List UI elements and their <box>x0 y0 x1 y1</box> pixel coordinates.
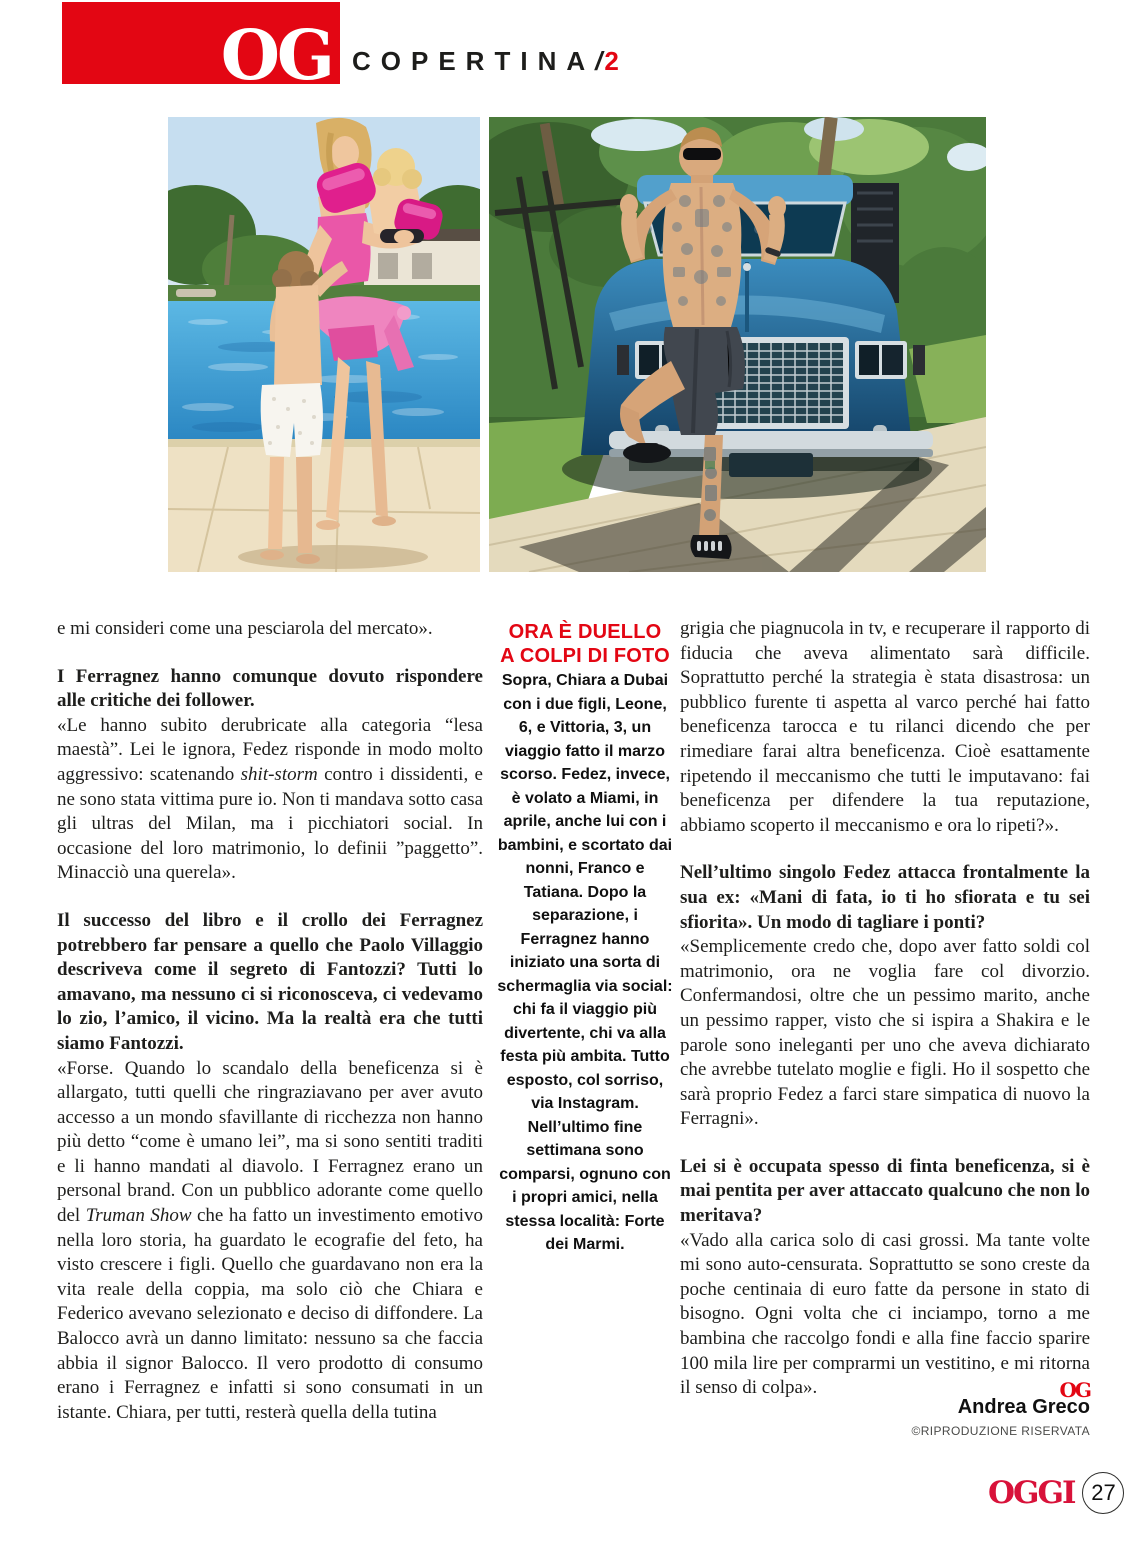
oggi-logo: OGGI <box>988 1474 1075 1511</box>
interview-question: I Ferragnez hanno comunque dovuto rispondere alle critiche dei follower. <box>57 665 483 712</box>
caption-body: Sopra, Chiara a Dubai con i due figli, Leone, 6, e Vittoria, 3, un viaggio fatto il marzo scorso. Fedez, invece, è volato a Miami, in aprile, anche lui con i bambini, e scortato dai nonni, Franco e Tatiana. Dopo la separazione, i Ferragnez hanno iniziato una sorta di schermaglia via social: chi fa il viaggio più divertente, chi va alla festa più ambita. Tutto esposto, col sorriso, via Instagram. Nell’ultimo fine settimana sono comparsi, ognuno con i propri amici, nella stessa località: Forte dei Marmi. <box>497 672 673 1253</box>
paragraph-lead: e mi consideri come una pesciarola del mercato». <box>57 618 433 639</box>
interview-question: Il successo del libro e il crollo dei Ferragnez potrebbero far pensare a quello che Paolo Villaggio descriveva come il segreto di Fantozzi? Tutti lo amavano, ma nessuno ci si riconosceva, ci vedevamo lo zio, l’amico, il vicino. Ma la realtà era che tutti siamo Fantozzi. <box>57 909 483 1054</box>
pool-scene-illustration <box>168 117 480 572</box>
answer-italic: Truman Show <box>85 1205 192 1227</box>
answer-text: che ha fatto un investimento emotivo nella loro storia, ha guardato le ecografie del feto, ha visto crescere i figli. Quello che guardavano non era la vita reale della coppia, ma solo ciò che Chiara e Federico avevano selezionato e deciso di diffondere. La Balocco avrà un danno limitato: nessuno sa che faccia abbia il signor Balocco. Il vero prodotto di consumo erano i Ferragnez e infatti si sono consumati in un istante. Chiara, per tutti, resterà quella della tutina <box>57 1205 483 1423</box>
interview-answer: «Semplicemente credo che, dopo aver fatto soldi col matrimonio, ora ne voglia fare col divorzio. Confermandosi, oltre che un pessimo marito, anche un pessimo rapper, visto che si ispira a Shakira e le parole sono ineleganti per uno che aveva dichiarato che avrebbe tutelato moglie e figli. Ho il sospetto che sarà proprio Fedez a farci stare simpatica di nuovo la Ferragni». <box>680 936 1090 1130</box>
car-scene-illustration <box>489 117 986 572</box>
section-title-number: 2 <box>604 46 619 76</box>
interview-question: Lei si è occupata spesso di finta beneficenza, si è mai pentita per aver attaccato qualcuno che non lo meritava? <box>680 1155 1090 1227</box>
article-end-mark: OG <box>1059 1377 1090 1402</box>
photo-fedez-car <box>489 117 986 572</box>
answer-text: «Vado alla carica solo di casi grossi. Ma tante volte mi sono auto-censurata. Soprattutto se sono creste da poche centinaia di euro fatte da persone in stato di bisogno. Ogni volta che ci inciampo, torno a me bambina che raccolgo fondi e alla fine faccio sparire 100 mila lire per comprarmi un vestitino, e mi ritorna il senso di colpa». <box>680 1229 1090 1399</box>
answer-text: contro i dissidenti, e ne sono stata vittima pure io. Non ti mandava sotto casa gli ultras del Milan, ma i picchiatori social. In occasione del loro matrimonio, lo definii ”paggetto”. Minacciò una querela». <box>57 763 483 884</box>
interview-answer <box>57 714 483 886</box>
photo-caption <box>495 620 675 1257</box>
answer-text: «Forse. Quando lo scandalo della beneficenza si è allargato, tutti quelli che ringraziavano per aver avuto accesso a un mondo sfavillante di ricchezza non hanno più detto “come è umano lei”, ma si sono sentiti traditi e li hanno mandati al diavolo. I Ferragnez erano un personal brand. Con un pubblico adorante come quello del <box>57 1057 483 1227</box>
interview-question: Nell’ultimo singolo Fedez attacca frontalmente la sua ex: «Mani di fata, io ti ho sfiorata e tu sei sfiorita». Un modo di tagliare i ponti? <box>680 862 1090 933</box>
article-column-left <box>57 617 483 1425</box>
section-title-slash: / <box>595 46 605 76</box>
interview-answer <box>57 1057 483 1426</box>
copyright-notice: ©RIPRODUZIONE RISERVATA <box>911 1424 1090 1438</box>
article-column-right <box>680 617 1090 1401</box>
magazine-logo: OG <box>220 16 332 96</box>
caption-title: ORA È DUELLO A COLPI DI FOTO <box>500 621 670 667</box>
section-title-label: COPERTINA <box>352 46 596 76</box>
section-title <box>352 46 619 77</box>
page-footer <box>988 1472 1124 1514</box>
byline-block <box>680 1396 1090 1438</box>
interview-answer <box>680 1229 1090 1401</box>
page-number-badge: 27 <box>1082 1472 1124 1514</box>
author-name: Andrea Greco <box>957 1396 1090 1418</box>
paragraph-lead: grigia che piagnucola in tv, e recuperare il rapporto di fiducia che aveva alimentato sarà difficile. Soprattutto perché la strategia è stata disastrosa: un pubblico furente ti aspetta al varco perché hai fatto beneficenza tarocca e tu rilanci dicendo che per rimediare farai altra beneficenza. Cioè esattamente ripetendo il meccanismo che tutti le imputavano: fai beneficenza per difendere la tua reputazione, abbiamo scoperto il meccanismo e ora lo ripeti?». <box>680 618 1090 836</box>
answer-italic: shit-storm <box>240 763 318 785</box>
magazine-logo-box <box>62 2 340 96</box>
answer-text: «Le hanno subito derubricate alla categoria “lesa maestà”. Lei le ignora, Fedez risponde in modo molto aggressivo: scatenando <box>57 714 483 785</box>
photo-chiara-pool <box>168 117 480 572</box>
